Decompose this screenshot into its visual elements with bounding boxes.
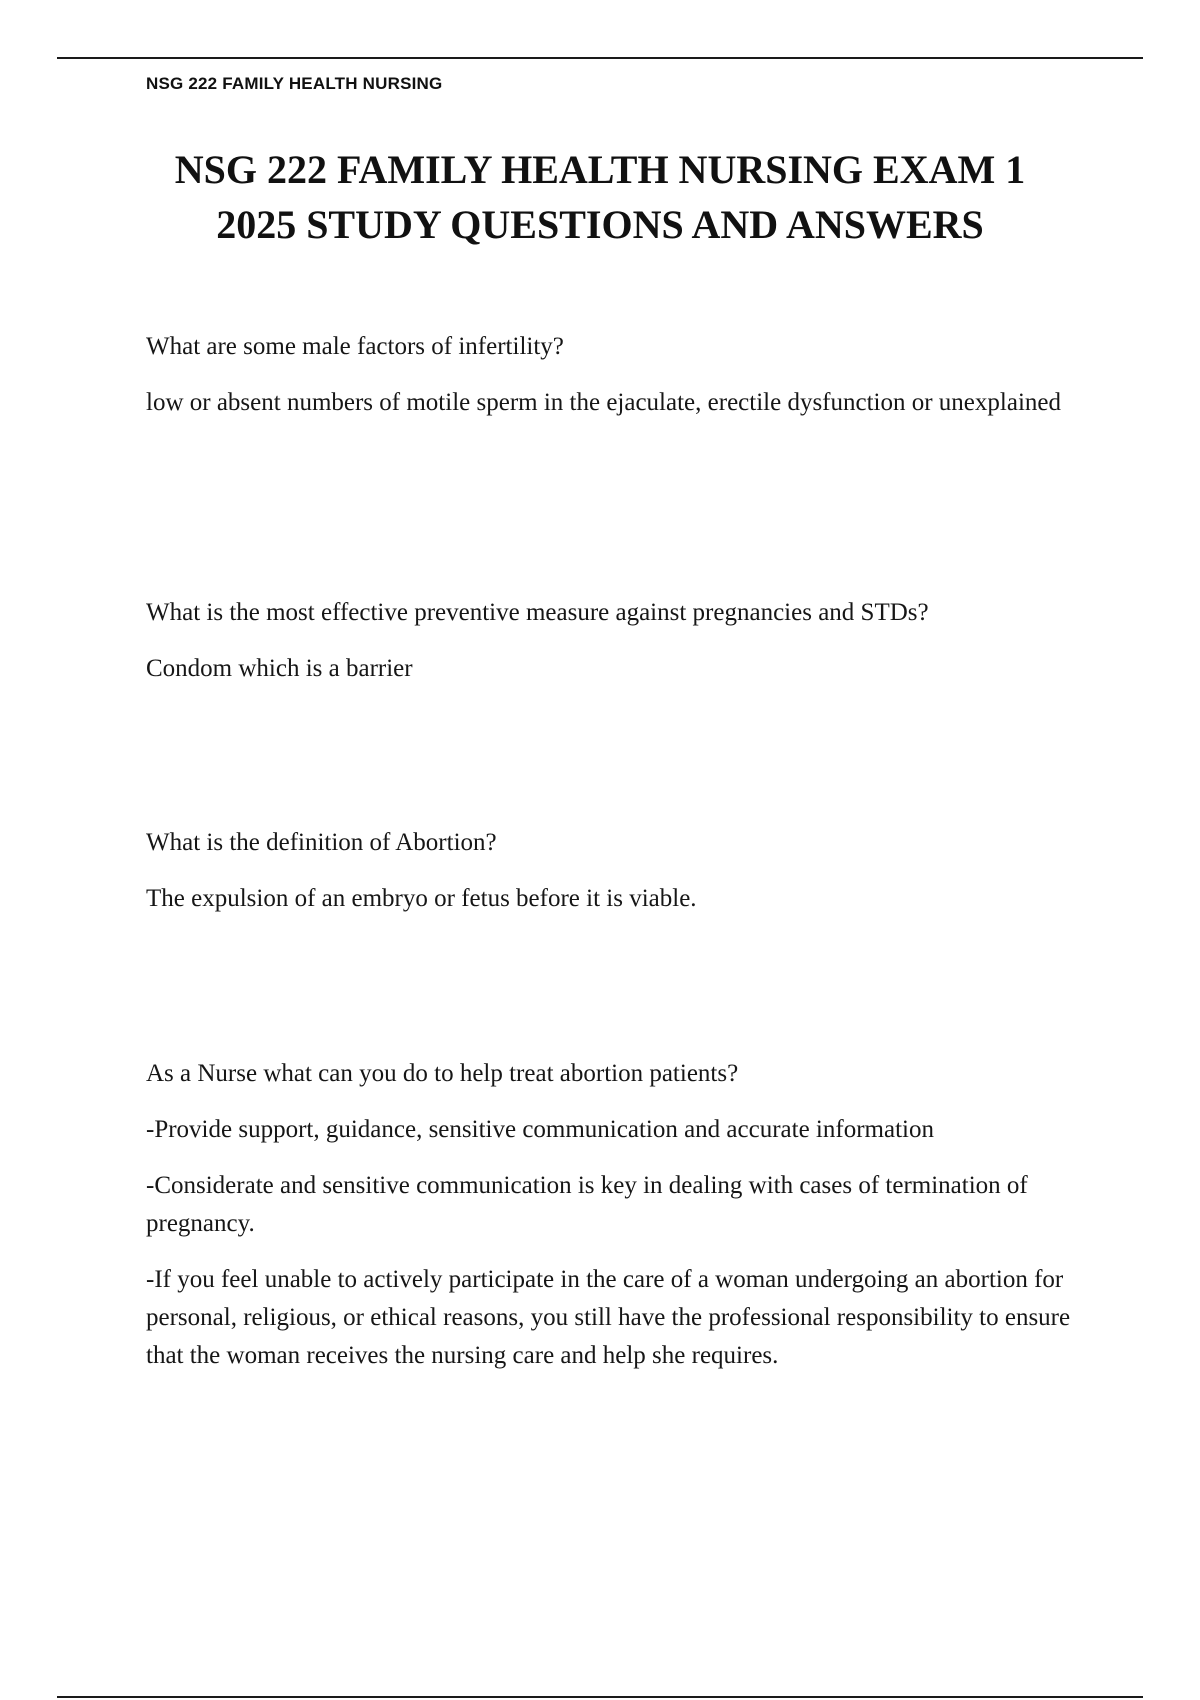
answer: -Considerate and sensitive communication is key in dealing with cases of termination of pregnancy. [146,1172,1028,1237]
question: What is the most effective preventive measure against pregnancies and STDs? [146,599,929,626]
document-title-line-1: NSG 222 FAMILY HEALTH NURSING EXAM 1 [174,147,1026,192]
qa-item-preventive-measure [146,594,1086,688]
header-divider [57,57,1143,59]
qa-item-abortion-definition [146,824,1086,918]
answer: Condom which is a barrier [146,655,413,682]
answer: -Provide support, guidance, sensitive communication and accurate information [146,1116,934,1143]
document-title-line-2: 2025 STUDY QUESTIONS AND ANSWERS [216,202,984,247]
qa-item-nurse-abortion-care [146,1055,1086,1375]
question: As a Nurse what can you do to help treat abortion patients? [146,1060,739,1087]
answer: The expulsion of an embryo or fetus before it is viable. [146,885,697,912]
question: What are some male factors of infertility? [146,333,564,360]
answer: low or absent numbers of motile sperm in the ejaculate, erectile dysfunction or unexplained [146,389,1061,416]
qa-item-male-infertility [146,328,1086,422]
answer: -If you feel unable to actively participate in the care of a woman undergoing an abortion for personal, religious, or ethical reasons, you still have the professional responsibility to ensure that the woman receives the nursing care and help she requires. [146,1266,1071,1369]
running-header: NSG 222 FAMILY HEALTH NURSING [146,74,443,93]
question: What is the definition of Abortion? [146,829,497,856]
document-title [100,142,1100,252]
footer-divider [57,1696,1143,1698]
